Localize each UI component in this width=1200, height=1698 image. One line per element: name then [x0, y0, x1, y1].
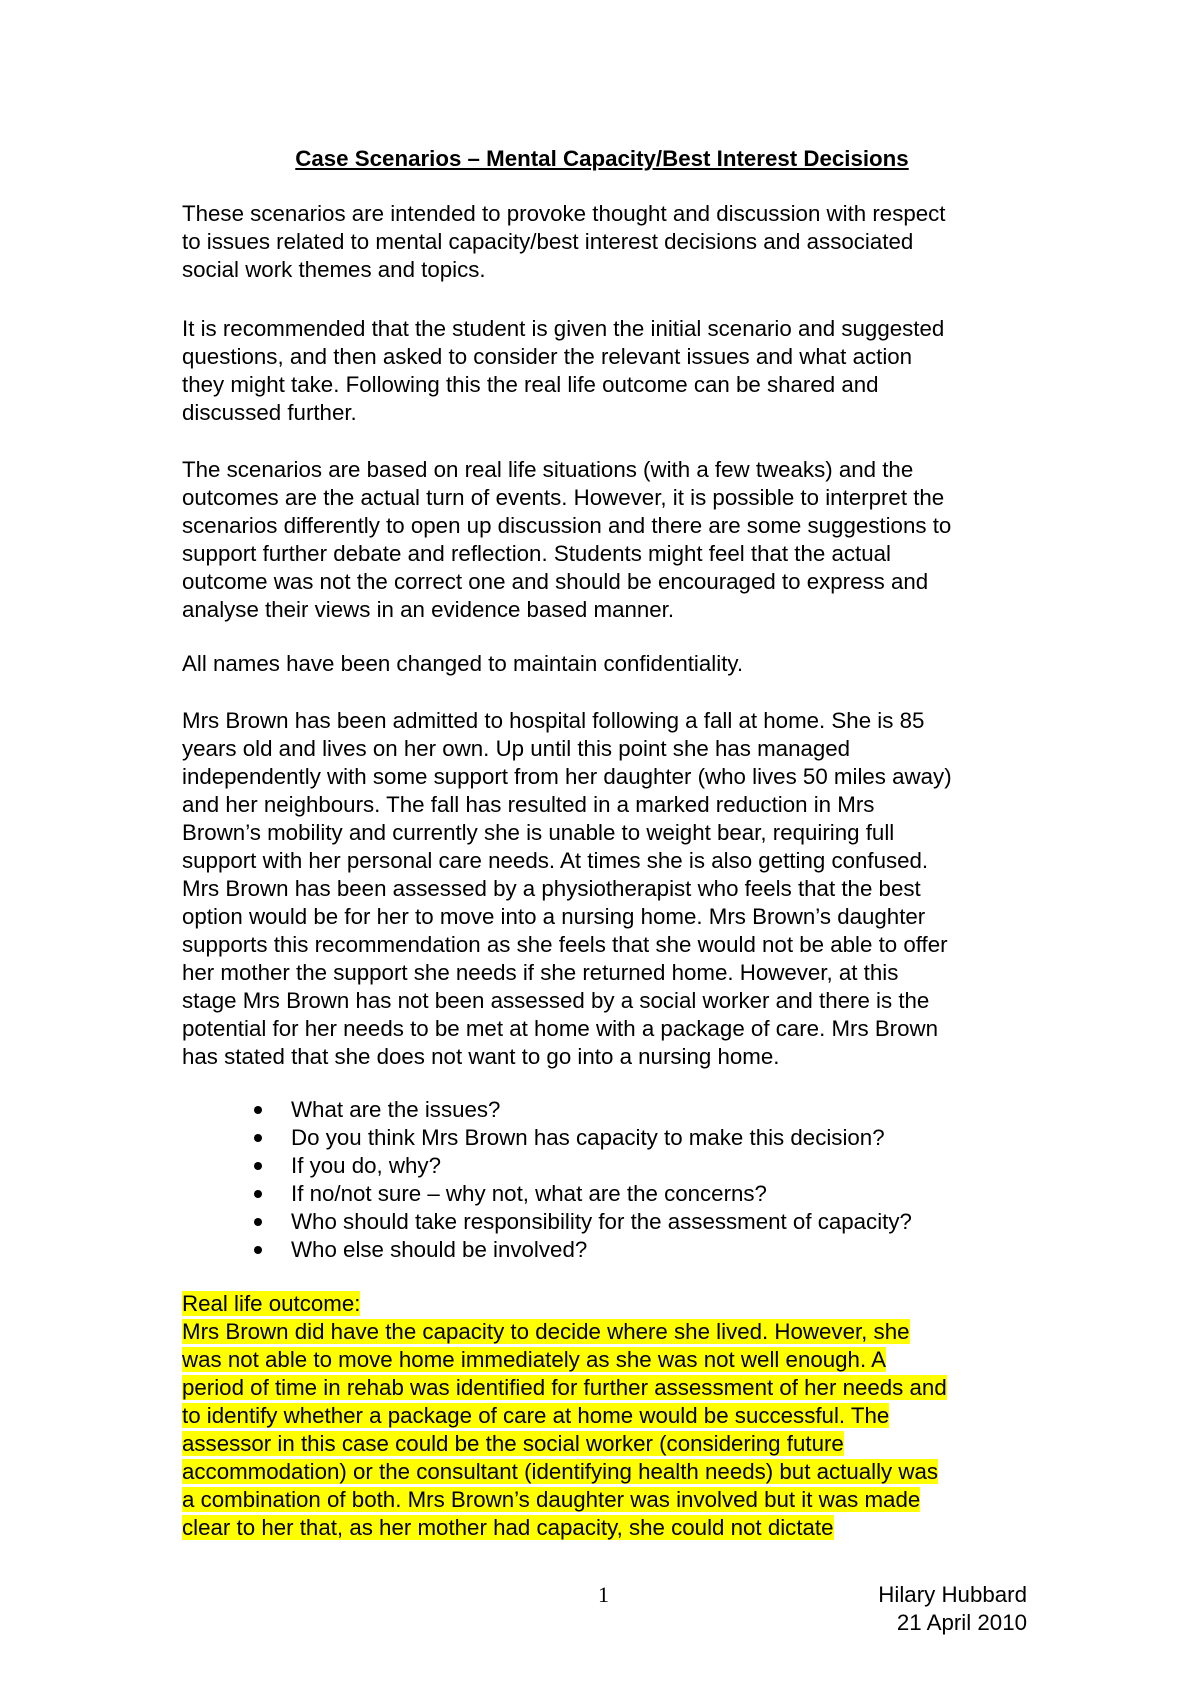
text-line: analyse their views in an evidence based manner. — [182, 597, 675, 622]
text-line: independently with some support from her daughter (who lives 50 miles away) — [182, 764, 952, 789]
bullet-icon — [254, 1162, 262, 1170]
intro-paragraph — [182, 200, 946, 284]
questions-list — [182, 1096, 912, 1264]
footer-date: 21 April 2010 — [896, 1610, 1027, 1635]
highlighted-text: period of time in rehab was identified for further assessment of her needs and — [182, 1375, 947, 1400]
highlighted-text: Real life outcome: — [182, 1291, 361, 1316]
text-line: they might take. Following this the real life outcome can be shared and — [182, 372, 879, 397]
text-line: to issues related to mental capacity/best interest decisions and associated — [182, 229, 914, 254]
text-line: stage Mrs Brown has not been assessed by a social worker and there is the — [182, 988, 930, 1013]
text-line: outcome was not the correct one and should be encouraged to express and — [182, 569, 929, 594]
footer-author: Hilary Hubbard — [878, 1582, 1027, 1607]
text-line: option would be for her to move into a nursing home. Mrs Brown’s daughter — [182, 904, 926, 929]
text-line: It is recommended that the student is given the initial scenario and suggested — [182, 316, 945, 341]
highlighted-text: accommodation) or the consultant (identifying health needs) but actually was — [182, 1459, 939, 1484]
text-line: support further debate and reflection. Students might feel that the actual — [182, 541, 891, 566]
list-item: Do you think Mrs Brown has capacity to make this decision? — [182, 1124, 912, 1152]
page-number: 1 — [598, 1582, 609, 1607]
bullet-icon — [254, 1190, 262, 1198]
text-line: The scenarios are based on real life situations (with a few tweaks) and the — [182, 457, 914, 482]
bullet-icon — [254, 1134, 262, 1142]
bullet-icon — [254, 1218, 262, 1226]
highlighted-text: clear to her that, as her mother had capacity, she could not dictate — [182, 1515, 834, 1540]
case-description-paragraph — [182, 707, 952, 1071]
list-item: If no/not sure – why not, what are the concerns? — [182, 1180, 912, 1208]
text-line: has stated that she does not want to go into a nursing home. — [182, 1044, 780, 1069]
highlighted-text: Mrs Brown did have the capacity to decide where she lived. However, she — [182, 1319, 910, 1344]
list-item: Who should take responsibility for the assessment of capacity? — [182, 1208, 912, 1236]
list-item: If you do, why? — [182, 1152, 912, 1180]
text-line: questions, and then asked to consider the relevant issues and what action — [182, 344, 913, 369]
list-item: What are the issues? — [182, 1096, 912, 1124]
text-line: support with her personal care needs. At times she is also getting confused. — [182, 848, 929, 873]
text-line: Mrs Brown has been assessed by a physiotherapist who feels that the best — [182, 876, 921, 901]
text-line: discussed further. — [182, 400, 357, 425]
list-item: Who else should be involved? — [182, 1236, 912, 1264]
text-line: outcomes are the actual turn of events. However, it is possible to interpret the — [182, 485, 945, 510]
highlighted-text: to identify whether a package of care at home would be successful. The — [182, 1403, 890, 1428]
text-line: supports this recommendation as she feels that she would not be able to offer — [182, 932, 948, 957]
text-line: her mother the support she needs if she returned home. However, at this — [182, 960, 899, 985]
scenario-basis-paragraph — [182, 456, 951, 624]
text-line: social work themes and topics. — [182, 257, 486, 282]
text-line: years old and lives on her own. Up until this point she has managed — [182, 736, 851, 761]
bullet-icon — [254, 1246, 262, 1254]
text-line: These scenarios are intended to provoke thought and discussion with respect — [182, 201, 946, 226]
highlighted-text: was not able to move home immediately as she was not well enough. A — [182, 1347, 886, 1372]
real-life-outcome-section — [182, 1290, 947, 1542]
bullet-icon — [254, 1106, 262, 1114]
text-line: potential for her needs to be met at home with a package of care. Mrs Brown — [182, 1016, 939, 1041]
text-line: and her neighbours. The fall has resulted in a marked reduction in Mrs — [182, 792, 875, 817]
text-line: Mrs Brown has been admitted to hospital following a fall at home. She is 85 — [182, 708, 925, 733]
text-line: All names have been changed to maintain confidentiality. — [182, 651, 744, 676]
text-line: Brown’s mobility and currently she is unable to weight bear, requiring full — [182, 820, 895, 845]
highlighted-text: a combination of both. Mrs Brown’s daughter was involved but it was made — [182, 1487, 921, 1512]
recommendation-paragraph — [182, 315, 944, 427]
text-line: scenarios differently to open up discussion and there are some suggestions to — [182, 513, 952, 538]
highlighted-text: assessor in this case could be the social worker (considering future — [182, 1431, 844, 1456]
document-title: Case Scenarios – Mental Capacity/Best Interest Decisions — [295, 146, 909, 171]
footer-author-date — [878, 1581, 1027, 1637]
confidentiality-paragraph — [182, 650, 743, 678]
